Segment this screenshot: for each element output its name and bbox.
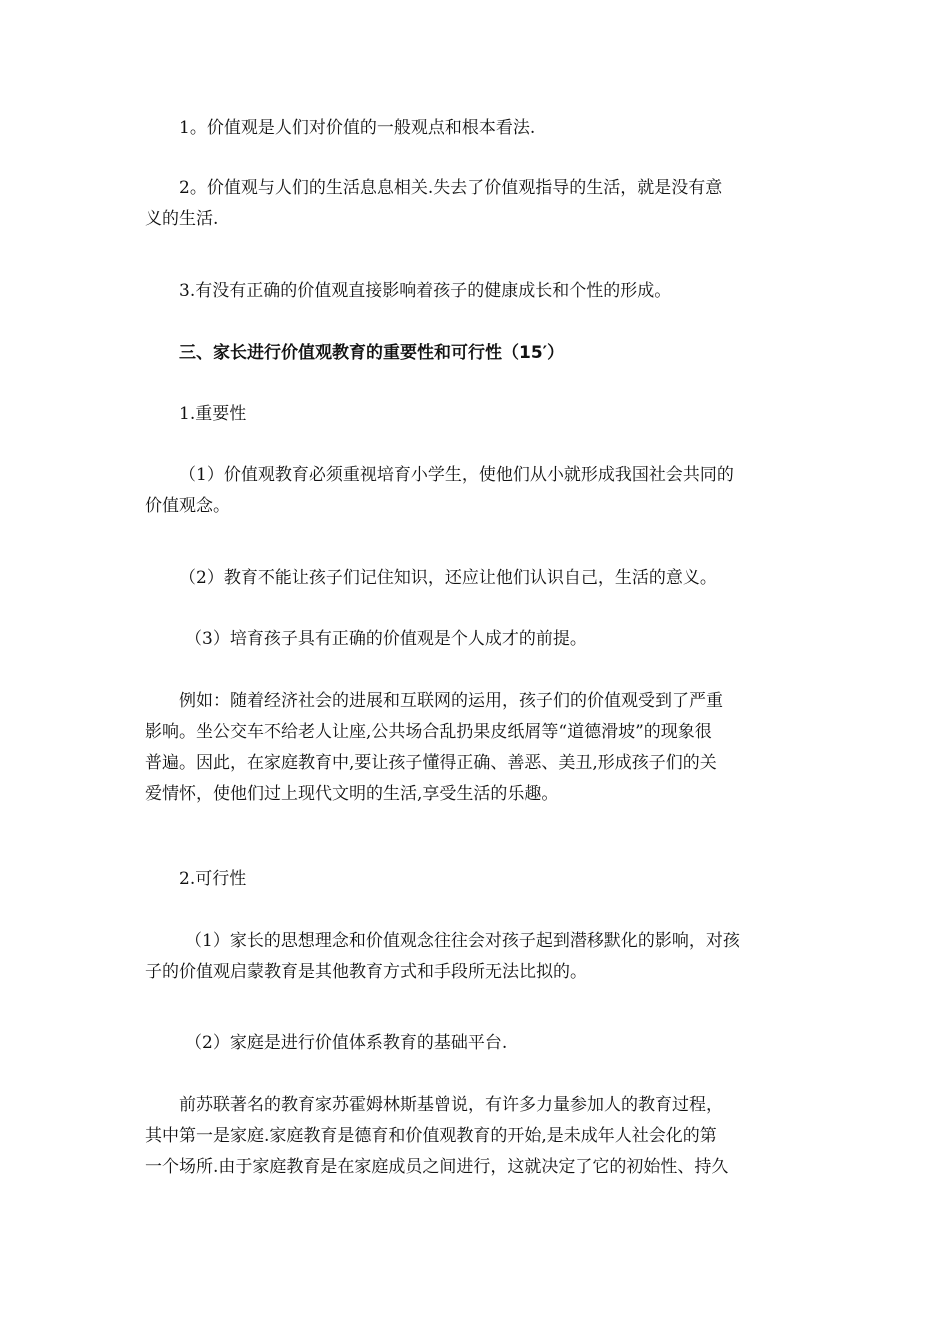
paragraph-value-growth xyxy=(145,276,810,307)
text-line: 普遍。因此，在家庭教育中,要让孩子懂得正确、善恶、美丑,形成孩子们的关 xyxy=(145,753,717,773)
text-line: （1）价值观教育必须重视培育小学生，使他们从小就形成我国社会共同的 xyxy=(179,465,734,485)
subheading-feasibility xyxy=(145,864,810,895)
text-line: （1）家长的思想理念和价值观念往往会对孩子起到潜移默化的影响，对孩 xyxy=(185,931,740,951)
text-line: 3.有没有正确的价值观直接影响着孩子的健康成长和个性的形成。 xyxy=(179,281,672,301)
paragraph-importance-3 xyxy=(145,624,810,655)
text-line: 1。价值观是人们对价值的一般观点和根本看法. xyxy=(179,118,536,138)
text-line: 子的价值观启蒙教育是其他教育方式和手段所无法比拟的。 xyxy=(145,962,587,982)
section-title: 三、家长进行价值观教育的重要性和可行性（15′） xyxy=(179,343,565,363)
paragraph-feasibility-1 xyxy=(145,926,810,988)
text-line: 爱情怀，使他们过上现代文明的生活,享受生活的乐趣。 xyxy=(145,784,559,804)
paragraph-importance-2 xyxy=(145,563,810,594)
text-line: 2.可行性 xyxy=(179,869,247,889)
paragraph-sukhomlinsky xyxy=(145,1090,810,1183)
paragraph-importance-1 xyxy=(145,460,810,522)
paragraph-example xyxy=(145,686,810,810)
text-line: 其中第一是家庭.家庭教育是德育和价值观教育的开始,是未成年人社会化的第 xyxy=(145,1126,717,1146)
section-heading xyxy=(145,338,810,369)
text-line: 义的生活. xyxy=(145,209,219,229)
text-line: 例如：随着经济社会的进展和互联网的运用，孩子们的价值观受到了严重 xyxy=(179,691,723,711)
text-line: 影响。坐公交车不给老人让座,公共场合乱扔果皮纸屑等“道德滑坡”的现象很 xyxy=(145,722,712,742)
text-line: （2）教育不能让孩子们记住知识，还应让他们认识自己，生活的意义。 xyxy=(179,568,717,588)
paragraph-value-definition xyxy=(145,113,810,144)
subheading-importance xyxy=(145,399,810,430)
text-line: （3）培育孩子具有正确的价值观是个人成才的前提。 xyxy=(185,629,587,649)
paragraph-value-life xyxy=(145,173,810,235)
text-line: 一个场所.由于家庭教育是在家庭成员之间进行，这就决定了它的初始性、持久 xyxy=(145,1157,729,1177)
text-line: 价值观念。 xyxy=(145,496,230,516)
text-line: 2。价值观与人们的生活息息相关.失去了价值观指导的生活，就是没有意 xyxy=(179,178,723,198)
text-line: 前苏联著名的教育家苏霍姆林斯基曾说，有许多力量参加人的教育过程， xyxy=(179,1095,723,1115)
paragraph-feasibility-2 xyxy=(145,1028,810,1059)
text-line: 1.重要性 xyxy=(179,404,247,424)
text-line: （2）家庭是进行价值体系教育的基础平台. xyxy=(185,1033,508,1053)
